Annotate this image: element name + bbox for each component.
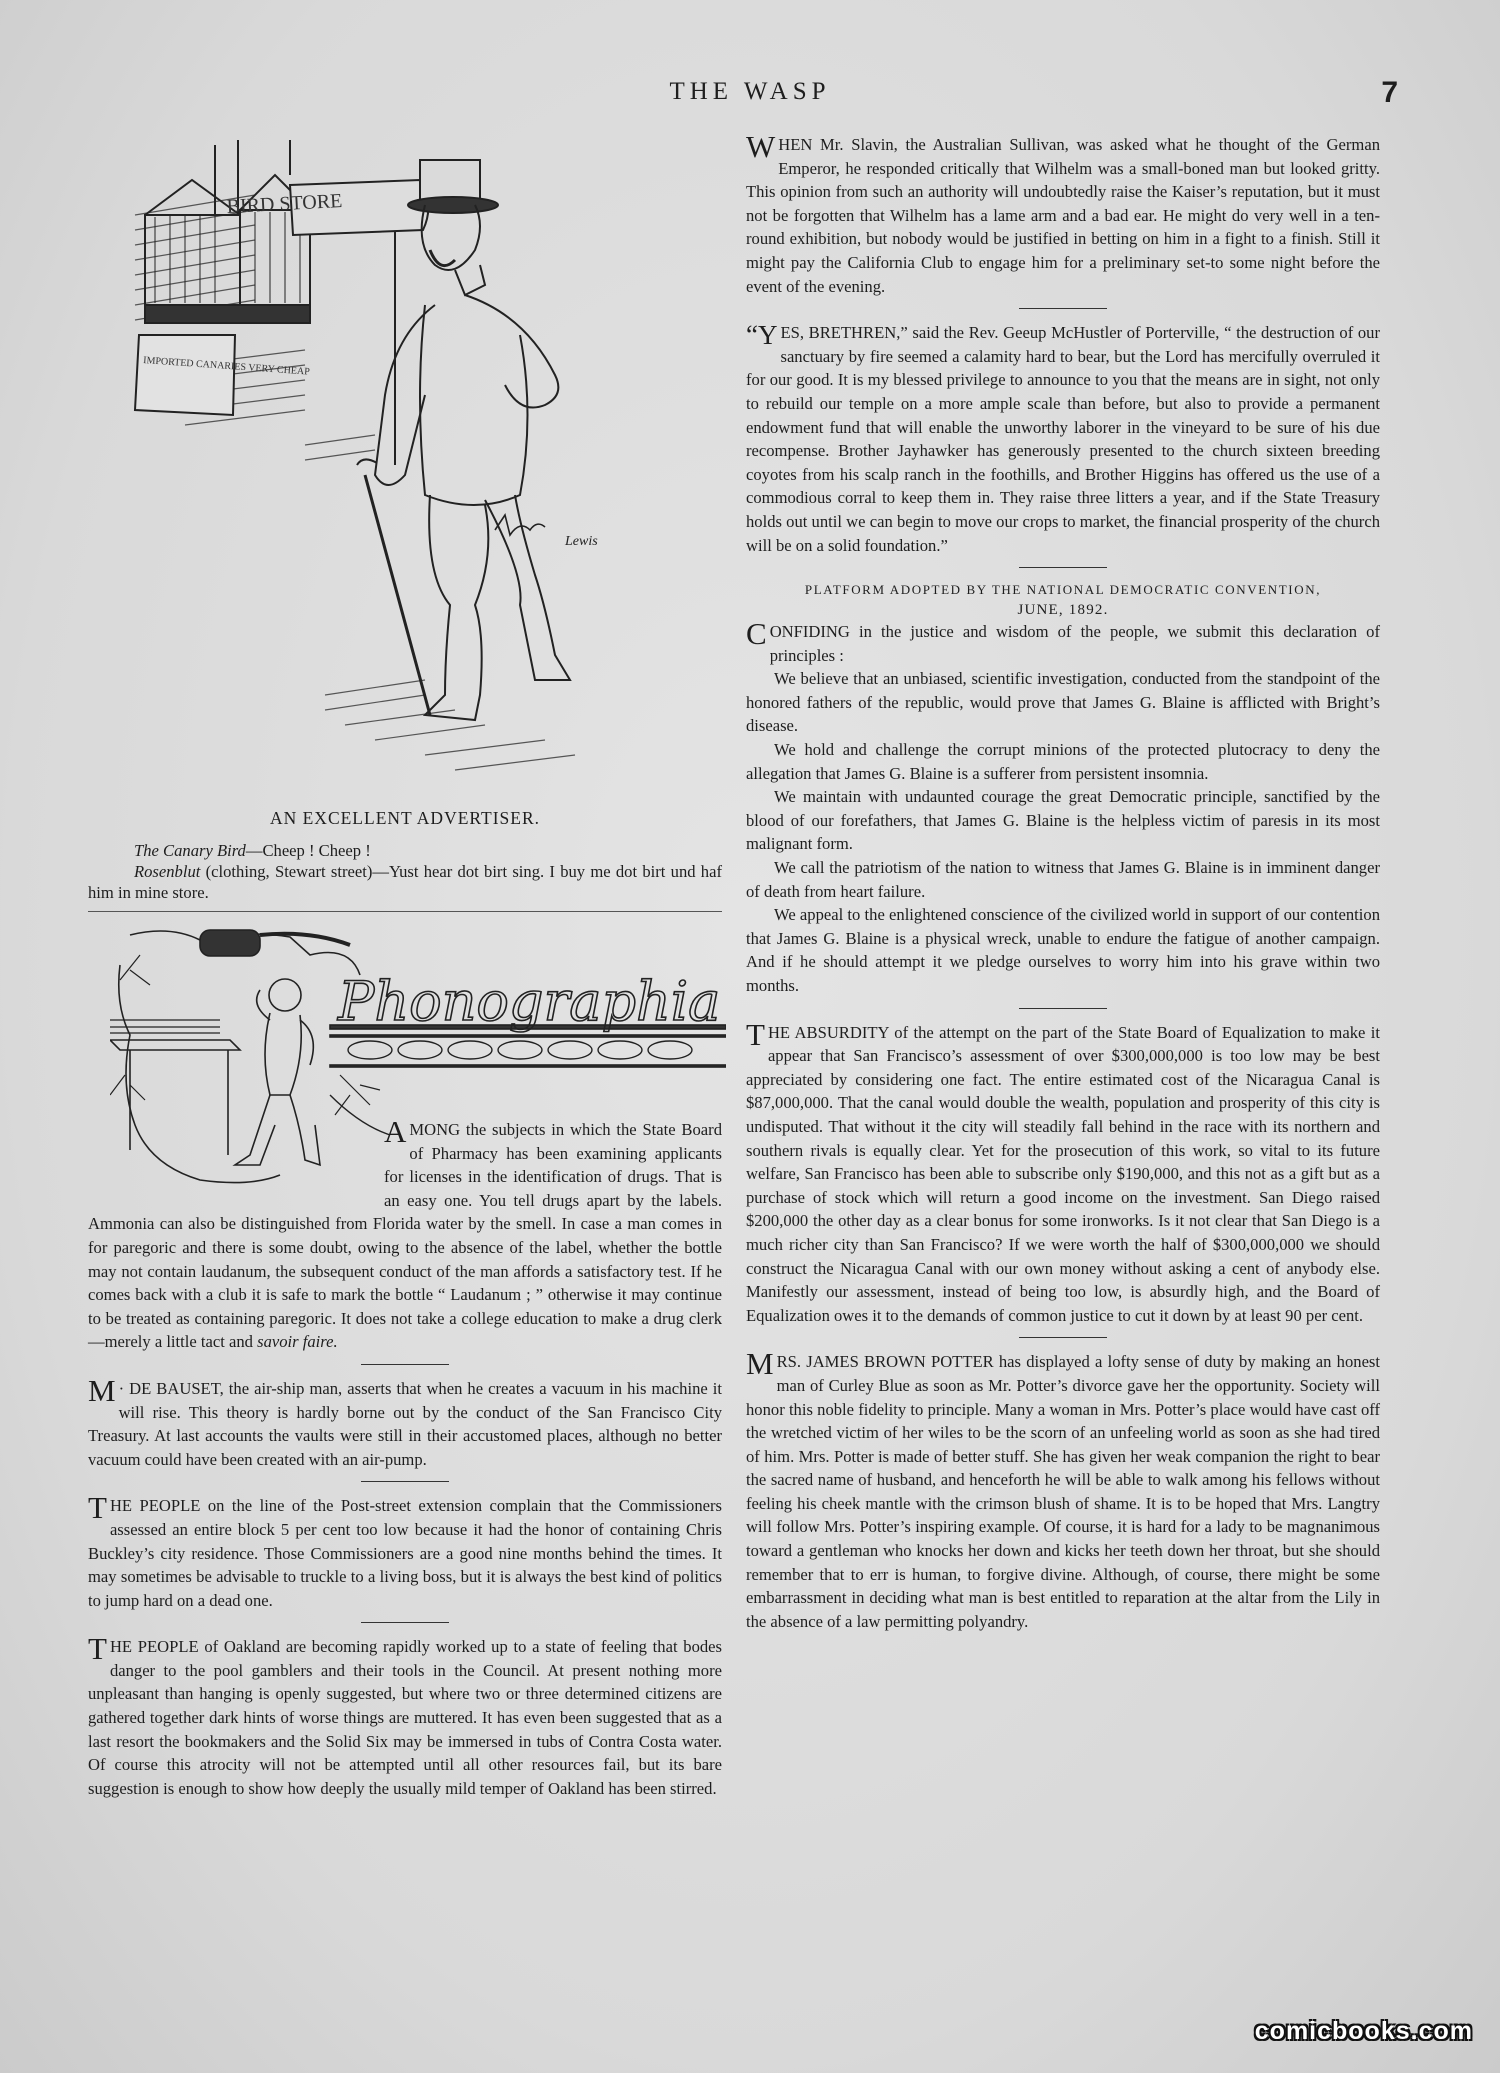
separator-rule <box>361 1481 449 1482</box>
watermark: comicbooks.com <box>1254 2017 1473 2045</box>
canary-line: —Cheep ! Cheep ! <box>245 841 371 860</box>
separator-rule <box>1019 1337 1107 1338</box>
phonographia-lead <box>88 1114 722 1354</box>
oakland-text: HE PEOPLE of Oakland are becoming rapidly worked up to a state of feeling that bodes danger to the pool gamblers and their tools in the Council. At present nothing more unpleasant than hanging is openly suggested, but where two or three determined citizens are gathered together dark hints of worse things are muttered. It has even been suggested that as a last resort the bookmakers and the Solid Six may be immersed in tubs of Contra Costa water. Of course this atrocity will not be attempted until all other resources fail, but its bare suggestion is enough to show how deeply the usually mild temper of Oakland has been stirred. <box>88 1637 722 1798</box>
platform-heading: PLATFORM ADOPTED BY THE NATIONAL DEMOCRATIC CONVENTION, <box>804 582 1322 598</box>
slavin-text: HEN Mr. Slavin, the Australian Sullivan, was asked what he thought of the German Emperor, he responded critically that Wilhelm was a small-boned man but looked gritty. This opinion from such an authority will undoubtedly raise the Kaiser’s reputation, but it must not be forgotten that Wilhelm has a lame arm and a bad ear. He might do very well in a ten-round exhibition, but nobody would be justified in betting on him in a fight to a finish. Still it might pay the California Club to engage him for a preliminary set-to some night before the event of the evening. <box>746 135 1380 296</box>
separator-rule <box>1019 567 1107 568</box>
section-rule <box>88 911 722 912</box>
article-oakland <box>88 1631 722 1800</box>
canary-cartoon-illustration <box>125 135 685 795</box>
separator-rule <box>361 1364 449 1365</box>
drop-cap-a: A <box>384 1114 407 1149</box>
article-de-bauset <box>88 1372 722 1471</box>
article-post-street <box>88 1490 722 1612</box>
separator-rule <box>1019 308 1107 309</box>
phonographia-italic: savoir faire. <box>257 1332 338 1352</box>
platform-item: We appeal to the enlightened conscience of the civilized world in support of our contention that James G. Blaine is a physical wreck, unable to endure the fatigue of another campaign. And if he should attempt it we pledge ourselves to worry him into his grave within two months. <box>746 905 1380 995</box>
artist-signature: Lewis <box>565 534 598 549</box>
drop-cap-t: T <box>88 1490 107 1526</box>
rosenblut-line: (clothing, Stewart street)—Yust hear dot birt sing. I buy me dot birt und haf him in mine store. <box>88 862 722 902</box>
article-absurdity <box>746 1016 1380 1328</box>
platform-item: We hold and challenge the corrupt minions of the protected plutocracy to deny the allegation that James G. Blaine is a sufferer from persistent insomnia. <box>746 740 1380 783</box>
platform-lead-text: ONFIDING in the justice and wisdom of the people, we submit this declaration of principles : <box>769 622 1380 665</box>
absurdity-text: HE ABSURDITY of the attempt on the part of the State Board of Equalization to make it appear that San Francisco’s assessment of over $300,000,000 is too low may be best appreciated by considering one fact. The entire estimated cost of the Nicaragua Canal is $87,000,000. That the canal would double the wealth, population and prosperity of this city is undisputed. That without it the city will steadily fall behind in the race with its northern and southern rivals is equally clear. Yet for the prosecution of this work, so vital to its future welfare, San Francisco has been able to subscribe only $190,000, and this not as a gift but as a purchase of stock which will return a good income on the investment. San Diego raised $200,000 the other day as a clear bonus for some ironworks. Is it not clear that San Diego is a much richer city than San Francisco? If we were worth the half of $300,000,000 we should construct the Nicaragua Canal with our own money without asking a cent of anybody else. Manifestly our assessment, instead of being too low, is absurdly high, and the Board of Equalization owes it to the demands of common justice to cut it down by at least 90 per cent. <box>746 1022 1380 1325</box>
drop-cap-t: T <box>88 1631 107 1667</box>
phonographia-title: Phonographia <box>338 970 721 1033</box>
sign-canaries: IMPORTED CANARIES VERY CHEAP <box>142 355 311 378</box>
right-column <box>746 129 1380 1633</box>
speaker-canary: The Canary Bird <box>134 841 246 860</box>
cartoon-caption-title: AN EXCELLENT ADVERTISER. <box>269 808 541 828</box>
caption-line-2 <box>88 861 722 903</box>
sign-bird-store: BIRD STORE <box>226 189 343 218</box>
caption-line-1 <box>88 840 722 861</box>
brethren-text: ES, BRETHREN,” said the Rev. Geeup McHustler of Porterville, “ the destruction of our sanctuary by fire seemed a calamity hard to bear, but the Lord has mercifully overruled it for our good. It is my blessed privilege to announce to you that the means are in sight, not only to rebuild our temple on a more ample scale than before, but also to provide a permanent endowment fund that will enable the unworthy laborer in the vineyard to be sure of his due recompense. Brother Jayhawker has generously presented to the church sixteen breeding coyotes from his scalp ranch in the foothills, and Brother Higgins has offered us the use of a commodious corral to keep them in. They raise three litters a year, and if the State Treasury holds out until we can begin to move our crops to market, the financial prosperity of the church will be on a solid foundation.” <box>746 323 1380 555</box>
platform-item: We call the patriotism of the nation to witness that James G. Blaine is in imminent danger of death from heart failure. <box>746 858 1380 901</box>
drop-cap-t: T <box>746 1016 765 1052</box>
cartoon-caption <box>88 840 722 903</box>
drop-cap-m: M <box>88 1372 116 1408</box>
article-potter <box>746 1346 1380 1633</box>
phonographia-text: MONG the subjects in which the State Board of Pharmacy has been examining applicants for licenses in the identification of drugs. That is an easy one. You tell drugs apart by the labels. Ammonia can also be distinguished from Florida water by the smell. In case a man comes in for paregoric and there is some doubt, owing to the absence of the label, whether the bottle may not contain laudanum, the subsequent conduct of the man affords a satisfactory test. If he comes back with a club it is safe to mark the bottle “ Laudanum ; ” otherwise it may continue to be treated as containing paregoric. It does not take a college education to make a drug clerk—merely a little tact and <box>88 1120 722 1352</box>
drop-cap-y: “Y <box>746 320 778 351</box>
speaker-rosenblut: Rosenblut <box>134 862 201 881</box>
left-column <box>88 1114 722 1800</box>
platform-lead <box>746 616 1380 667</box>
running-title: THE WASP <box>669 78 831 105</box>
separator-rule <box>1019 1008 1107 1009</box>
drop-cap-c: C <box>746 616 767 652</box>
page-number: 7 <box>1381 76 1398 109</box>
platform-date: JUNE, 1892. <box>1017 602 1109 619</box>
de-bauset-text: · DE BAUSET, the air-ship man, asserts that when he creates a vacuum in his machine it will rise. This theory is hardly borne out by the conduct of the San Francisco City Treasury. At last accounts the vaults were still in their accustomed places, although no better vacuum could have been created with an air-pump. <box>88 1378 722 1469</box>
platform-item: We believe that an unbiased, scientific investigation, conducted from the standpoint of the honored fathers of the republic, would prove that James G. Blaine is afflicted with Bright’s disease. <box>746 669 1380 736</box>
article-slavin <box>746 129 1380 298</box>
post-street-text: HE PEOPLE on the line of the Post-street extension complain that the Commissioners assessed an entire block 5 per cent too low because it had the honor of containing Chris Buckley’s city residence. Those Commissioners are a good nine months behind the times. It may sometimes be advisable to truckle to a living boss, but it is always the best kind of politics to jump hard on a dead one. <box>88 1496 722 1610</box>
drop-cap-m: M <box>746 1346 774 1382</box>
article-brethren <box>746 321 1380 557</box>
potter-text: RS. JAMES BROWN POTTER has displayed a lofty sense of duty by making an honest man of Curley Blue as soon as Mr. Potter’s divorce gave her the opportunity. Society will honor this noble fidelity to principle. Many a woman in Mrs. Potter’s place would have cast off the wretched victim of her wiles to be the scorn of an unfeeling world as soon as she had tired of him. Mrs. Potter is made of better stuff. She has given her weak companion the right to bear the sacred name of husband, and henceforth he will be able to walk among his fellows without feeling his cheek mantle with the crimson blush of shame. It is to be hoped that Mrs. Langtry will follow Mrs. Potter’s inspiring example. Of course, it is hard for a lady to be magnanimous toward a gentleman who knocks her down and kicks her teeth down her throat, but she should remember that to err is human, to forgive divine. Although, of course, there might be some embarrassment in deciding what man is best entitled to reparation at the altar from the Lily in the absence of a law permitting polyandry. <box>746 1352 1380 1631</box>
drop-cap-w: W <box>746 129 776 164</box>
separator-rule <box>361 1622 449 1623</box>
platform-item: We maintain with undaunted courage the great Democratic principle, sanctified by the blood of our forefathers, that James G. Blaine is the helpless victim of paresis in its most malignant form. <box>746 787 1380 854</box>
